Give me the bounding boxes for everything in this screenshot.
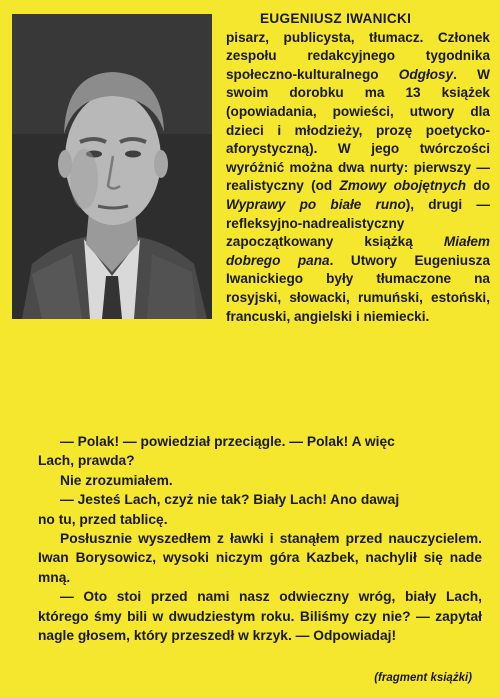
magazine-title: Odgłosy bbox=[398, 66, 454, 82]
excerpt-line: Nie zrozumiałem. bbox=[60, 472, 173, 488]
book-excerpt bbox=[38, 432, 482, 645]
portrait-image bbox=[12, 14, 212, 319]
author-bio bbox=[226, 10, 490, 326]
bio-text-5: . Utwory Eugeniusza Iwanickiego były tłumaczone na rosyjski, słowacki, rumuński, estoński, francuski, angielski i niemiecki. bbox=[226, 252, 491, 324]
excerpt-line: — Jesteś Lach, czyż nie tak? Biały Lach! Ano dawaj bbox=[60, 492, 400, 508]
excerpt-line: no tu, przed tablicę. bbox=[38, 511, 168, 527]
author-portrait bbox=[12, 14, 212, 319]
excerpt-line: — Polak! — powiedział przeciągle. — Polak! A więc bbox=[60, 434, 395, 449]
bio-text-1: pisarz, publicysta, tłumacz. Członek zespołu redakcyjnego tygodnika społeczno-kulturalnego bbox=[226, 29, 490, 82]
bio-text-3: do bbox=[466, 178, 491, 194]
excerpt-line: Lach, prawda? bbox=[38, 453, 135, 469]
author-name: EUGENIUSZ IWANICKI bbox=[260, 11, 412, 26]
excerpt-caption: (fragment książki) bbox=[374, 672, 472, 684]
bio-text-4: ), drugi — refleksyjno-nadrealistyczny zapoczątkowany książką bbox=[226, 196, 490, 250]
bio-text-2: . W swoim dorobku ma 13 książek (opowiadania, powieści, utwory dla dzieci i młodzieży, prozę poetycko-aforystyczną). W jego twórczości wyróżnić można dwa nurty: pierwszy — realistyczny (od bbox=[226, 66, 490, 194]
book-title-2: Wyprawy po białe runo bbox=[226, 196, 406, 212]
book-title-1: Zmowy obojętnych bbox=[339, 178, 467, 194]
excerpt-paragraph: — Oto stoi przed nami nasz odwieczny wróg, biały Lach, którego śmy bili w dwudziestym roku. Biliśmy czy nie? — zapytał nagle głosem, który przeszedł w krzyk. — Odpowiadaj! bbox=[38, 589, 482, 644]
book-title-3: Miałem dobrego pana bbox=[226, 234, 490, 268]
excerpt-paragraph: Posłusznie wyszedłem z ławki i stanąłem przed nauczycielem. Iwan Borysowicz, wysoki niczym góra Kazbek, nachylił się nade mną. bbox=[38, 531, 482, 585]
